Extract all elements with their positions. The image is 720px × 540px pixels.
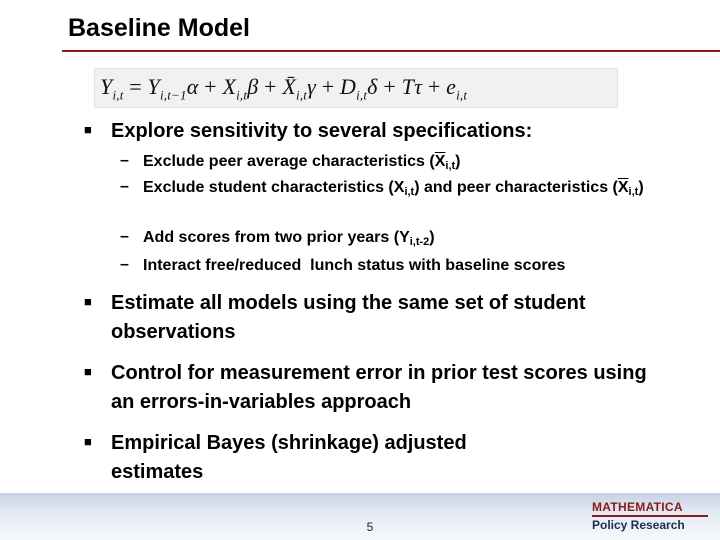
eq-term-1-sub: i,t−1 bbox=[159, 87, 187, 103]
eq-coef-3: γ bbox=[307, 74, 316, 99]
dash-marker: – bbox=[120, 228, 129, 245]
subitem-3: Add scores from two prior years $(Y_{i,t-2})$ bbox=[143, 229, 435, 248]
bullet-marker: ■ bbox=[84, 364, 92, 379]
eq-term-6: e bbox=[446, 74, 457, 99]
subitem-2: Exclude student characteristics $(X_{i,t})$ and peer characteristics $(\overline{X}_{i,t})$ bbox=[143, 179, 644, 198]
subitem-1: Exclude peer average characteristics $(\overline{X}_{i,t})$ bbox=[143, 153, 461, 172]
eq-term-3-sub: i,t bbox=[296, 87, 308, 103]
dash-marker: – bbox=[120, 256, 129, 273]
dash-marker: – bbox=[120, 178, 129, 195]
bullet-3: Control for measurement error in prior test scores using an errors-in-variables approach bbox=[111, 362, 647, 413]
eq-term-4-sub: i,t bbox=[356, 87, 368, 103]
title-rule bbox=[62, 50, 720, 52]
logo-top-text: MATHEMATICA bbox=[592, 500, 683, 514]
eq-term-1: Y bbox=[147, 74, 160, 99]
eq-lhs: Y bbox=[100, 74, 113, 99]
eq-coef-4: δ bbox=[367, 74, 378, 99]
logo-divider bbox=[592, 515, 708, 517]
eq-term-5: T bbox=[401, 74, 415, 99]
slide-title: Baseline Model bbox=[68, 14, 250, 42]
eq-term-2-sub: i,t bbox=[236, 87, 248, 103]
eq-term-3: X̄ bbox=[282, 74, 297, 99]
eq-coef-1: α bbox=[186, 74, 199, 99]
bullet-2: Estimate all models using the same set of student observations bbox=[111, 292, 586, 343]
equation: $Y_{i,t} = Y_{i,t-1}\alpha + X_{i,t}\beta$ + $X̄_{i,t}\gamma + D_{i,t}\delta + T\tau + e_{i,t}$ bbox=[100, 74, 468, 103]
eq-term-2: X bbox=[222, 74, 237, 99]
eq-term-4: D bbox=[340, 74, 357, 99]
mathematica-logo bbox=[592, 500, 710, 534]
dash-marker: – bbox=[120, 152, 129, 169]
eq-coef-2: β bbox=[247, 74, 259, 99]
subitem-4: Interact free/reduced lunch status with baseline scores bbox=[143, 257, 566, 274]
logo-bottom-text: Policy Research bbox=[592, 518, 685, 532]
bullet-marker: ■ bbox=[84, 122, 92, 137]
bullet-marker: ■ bbox=[84, 294, 92, 309]
bullet-4: Empirical Bayes (shrinkage) adjusted estimates bbox=[111, 432, 467, 483]
page-number: 5 bbox=[366, 520, 374, 534]
eq-term-6-sub: i,t bbox=[456, 87, 468, 103]
bullet-1: Explore sensitivity to several specifications: bbox=[111, 120, 533, 142]
eq-lhs-sub: i,t bbox=[112, 87, 124, 103]
bullet-marker: ■ bbox=[84, 434, 92, 449]
eq-coef-5: τ bbox=[414, 74, 423, 99]
